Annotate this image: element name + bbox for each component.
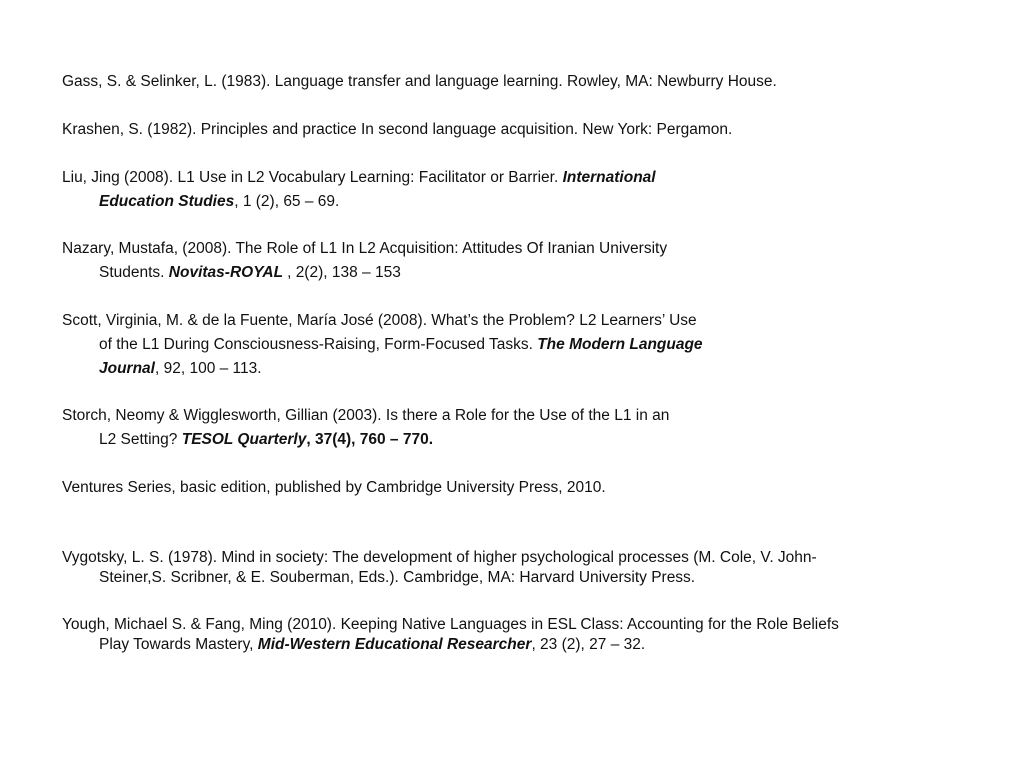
reference-continuation: Steiner,S. Scribner, & E. Souberman, Eds.). Cambridge, MA: Harvard University Press. [99, 569, 696, 586]
reference-line: of the L1 During Consciousness-Raising, Form-Focused Tasks. [99, 336, 538, 353]
reference-continuation [62, 333, 703, 357]
reference-line: Scott, Virginia, M. & de la Fuente, María José (2008). What’s the Problem? L2 Learners’ Use [62, 312, 697, 329]
journal-title: Journal [99, 360, 155, 377]
reference-continuation [62, 357, 703, 381]
journal-title: The Modern Language [537, 336, 703, 353]
reference-line: Vygotsky, L. S. (1978). Mind in society: The development of higher psychological processes (M. Cole, V. John- [62, 549, 817, 566]
reference-nazary [62, 237, 667, 285]
reference-text: Gass, S. & Selinker, L. (1983). Language transfer and language learning. Rowley, MA: Newburry House. [62, 73, 777, 90]
reference-continuation [62, 190, 656, 214]
reference-storch [62, 404, 669, 452]
reference-line: , 37(4), 760 – 770. [306, 431, 434, 448]
reference-gass [62, 70, 777, 94]
reference-line: , 2(2), 138 – 153 [287, 264, 401, 281]
reference-line: , 92, 100 – 113. [154, 360, 262, 377]
journal-title: International [562, 169, 656, 186]
journal-title: Novitas-ROYAL [168, 264, 288, 281]
reference-line: , 1 (2), 65 – 69. [234, 193, 340, 210]
reference-line: Storch, Neomy & Wigglesworth, Gillian (2003). Is there a Role for the Use of the L1 in an [62, 407, 670, 424]
journal-title: Mid-Western Educational Researcher [257, 636, 532, 653]
reference-ventures [62, 476, 606, 500]
reference-line: L2 Setting? [99, 431, 182, 448]
reference-line: , 23 (2), 27 – 32. [531, 636, 646, 653]
reference-scott [62, 309, 703, 381]
reference-line: Yough, Michael S. & Fang, Ming (2010). Keeping Native Languages in ESL Class: Accounting for the Role Beliefs [62, 616, 839, 633]
reference-continuation [62, 428, 669, 452]
reference-vygotsky [62, 548, 817, 588]
reference-krashen [62, 118, 732, 142]
reference-text: Krashen, S. (1982). Principles and practice In second language acquisition. New York: Pergamon. [62, 121, 733, 138]
reference-line: Nazary, Mustafa, (2008). The Role of L1 In L2 Acquisition: Attitudes Of Iranian University [62, 240, 668, 257]
reference-line: Students. [99, 264, 169, 281]
reference-continuation [62, 635, 839, 655]
reference-line: Play Towards Mastery, [99, 636, 258, 653]
reference-text: Ventures Series, basic edition, published by Cambridge University Press, 2010. [62, 479, 606, 496]
journal-title: Education Studies [99, 193, 235, 210]
reference-liu [62, 166, 656, 214]
reference-continuation [62, 261, 667, 285]
reference-line: Liu, Jing (2008). L1 Use in L2 Vocabulary Learning: Facilitator or Barrier. [62, 169, 563, 186]
reference-yough [62, 615, 839, 655]
journal-title: TESOL Quarterly [181, 431, 307, 448]
